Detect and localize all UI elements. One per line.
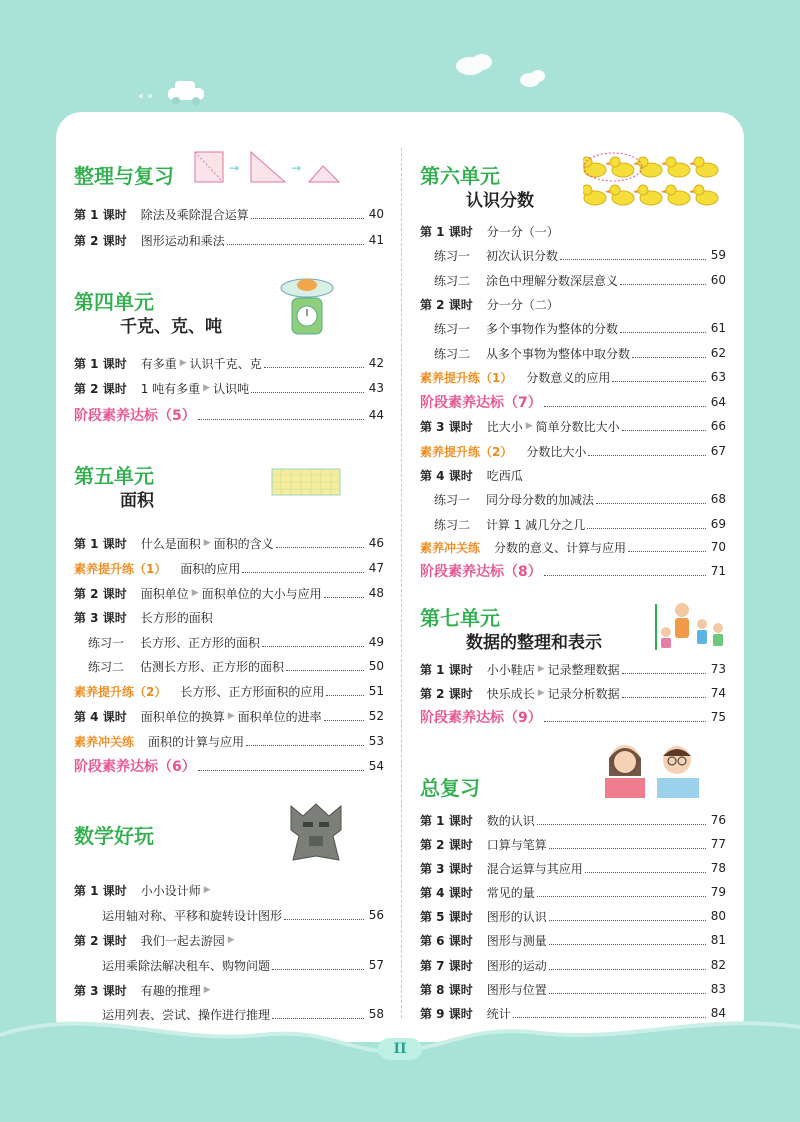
entry-label: 练习二	[434, 273, 471, 288]
ducks-icon	[583, 150, 731, 210]
triangle-arrow-icon: ▶	[525, 421, 533, 431]
entry-label: 练习一	[434, 321, 471, 336]
page-ref: 84	[710, 1006, 726, 1020]
triangle-arrow-icon: ▶	[227, 935, 235, 945]
page-ref: 75	[710, 710, 726, 724]
entry-text: 比大小	[486, 419, 523, 434]
entry-text: 有趣的推理	[140, 983, 201, 998]
svg-text:→: →	[291, 161, 302, 175]
unit-subtitle: 千克、克、吨	[120, 317, 222, 337]
triangle-arrow-icon: ▶	[179, 358, 187, 368]
toc-entry[interactable]	[420, 659, 726, 679]
entry-label: 第 1 课时	[74, 356, 127, 371]
leader-dots	[585, 872, 706, 873]
leader-dots	[198, 419, 364, 420]
page-ref: 48	[368, 586, 384, 600]
toc-entry[interactable]	[434, 343, 726, 363]
toc-entry[interactable]	[420, 441, 726, 461]
page-ref: 47	[368, 561, 384, 575]
page-ref: 68	[710, 492, 726, 506]
clouds-and-car	[0, 0, 800, 112]
toc-entry[interactable]	[102, 1004, 384, 1024]
entry-label: 第 3 课时	[420, 861, 473, 876]
scale-icon	[278, 276, 336, 338]
entry-label: 第 2 课时	[74, 933, 127, 948]
page-ref: 73	[710, 662, 726, 676]
entry-subtext: 认识吨	[213, 381, 250, 396]
toc-entry[interactable]	[420, 707, 726, 727]
leader-dots	[632, 357, 706, 358]
triangle-arrow-icon: ▶	[203, 985, 211, 995]
page-ref: 80	[710, 909, 726, 923]
page-ref: 66	[710, 419, 726, 433]
triangle-fold-illustration	[193, 150, 343, 186]
toc-entry[interactable]	[434, 514, 726, 534]
unit-title: 第五单元	[74, 464, 154, 488]
entry-text: 1 吨有多重	[140, 381, 201, 396]
leader-dots	[544, 406, 706, 407]
triangle-arrow-icon: ▶	[203, 885, 211, 895]
entry-label: 素养提升练（2）	[420, 444, 513, 459]
toc-entry[interactable]	[434, 489, 726, 509]
page-ref: 67	[710, 444, 726, 458]
entry-subtext: 面积的含义	[213, 536, 274, 551]
toc-entry[interactable]	[74, 980, 384, 1000]
entry-text: 混合运算与其应用	[486, 861, 583, 876]
toc-entry[interactable]	[102, 955, 384, 975]
entry-label: 第 8 课时	[420, 982, 473, 997]
entry-text: 计算 1 减几分之几	[486, 517, 586, 532]
entry-label: 第 1 课时	[74, 536, 127, 551]
entry-label: 第 5 课时	[420, 909, 473, 924]
entry-label: 第 1 课时	[420, 813, 473, 828]
entry-label: 第 2 课时	[74, 233, 127, 248]
page-ref: 46	[368, 536, 384, 550]
page-ref: 41	[368, 233, 384, 247]
leader-dots	[264, 367, 364, 368]
entry-label: 练习一	[434, 492, 471, 507]
entry-text: 估测长方形、正方形的面积	[140, 659, 285, 674]
toc-entry[interactable]	[434, 318, 726, 338]
entry-label: 阶段素养达标（5）	[74, 408, 196, 424]
toc-entry[interactable]	[74, 607, 384, 627]
entry-label: 阶段素养达标（7）	[420, 395, 542, 411]
entry-text: 运用乘除法解决租车、购物问题	[102, 958, 271, 973]
leader-dots	[628, 551, 706, 552]
page-ref: 54	[368, 759, 384, 773]
entry-text: 长方形、正方形的面积	[140, 635, 261, 650]
leader-dots	[242, 572, 364, 573]
leader-dots	[537, 896, 706, 897]
entry-label: 第 1 课时	[74, 207, 127, 222]
entry-label: 第 9 课时	[420, 1006, 473, 1021]
entry-label: 第 2 课时	[74, 381, 127, 396]
entry-label: 阶段素养达标（9）	[420, 710, 542, 726]
leader-dots	[537, 824, 706, 825]
entry-label: 第 4 课时	[74, 709, 127, 724]
entry-text: 小小鞋店	[486, 662, 535, 677]
entry-text: 面积的应用	[180, 561, 241, 576]
entry-text: 同分母分数的加减法	[486, 492, 595, 507]
entry-text: 图形与测量	[486, 933, 547, 948]
entry-label: 练习二	[434, 517, 471, 532]
page-ref: 76	[710, 813, 726, 827]
column-divider	[401, 148, 402, 1018]
page-ref: 40	[368, 207, 384, 221]
leader-dots	[251, 392, 364, 393]
entry-label: 第 4 课时	[420, 468, 473, 483]
page-ref: 57	[368, 958, 384, 972]
entry-label: 阶段素养达标（6）	[74, 759, 196, 775]
toc-entry[interactable]	[74, 930, 384, 950]
page-ref: 59	[710, 248, 726, 262]
entry-subtext: 记录整理数据	[547, 662, 620, 677]
entry-subtext: 面积单位的进率	[237, 709, 322, 724]
leader-dots	[284, 919, 364, 920]
page-ref: 77	[710, 837, 726, 851]
toc-entry[interactable]	[74, 731, 384, 751]
entry-label: 第 2 课时	[420, 837, 473, 852]
toc-entry[interactable]	[420, 465, 726, 485]
toc-entry[interactable]	[74, 756, 384, 776]
entry-text: 运用列表、尝试、操作进行推理	[102, 1007, 271, 1022]
toc-entry[interactable]	[420, 1003, 726, 1023]
page-ref: 70	[710, 540, 726, 554]
entry-text: 面积单位的换算	[140, 709, 225, 724]
page-ref: 62	[710, 346, 726, 360]
children-measuring-icon	[650, 600, 730, 652]
leader-dots	[262, 646, 364, 647]
leader-dots	[286, 670, 364, 671]
entry-text: 图形运动和乘法	[140, 233, 225, 248]
toc-entry[interactable]	[74, 378, 384, 398]
toc-entry[interactable]	[102, 905, 384, 925]
page-ref: 61	[710, 321, 726, 335]
unit-title: 总复习	[420, 776, 480, 800]
page-ref: 64	[710, 395, 726, 409]
leader-dots	[272, 1018, 364, 1019]
page-ref: 50	[368, 659, 384, 673]
entry-text: 多个事物作为整体的分数	[486, 321, 619, 336]
triangle-arrow-icon: ▶	[203, 383, 211, 393]
entry-subtext: 记录分析数据	[547, 686, 620, 701]
entry-text: 面积单位	[140, 586, 189, 601]
leader-dots	[560, 259, 706, 260]
toc-entry[interactable]	[74, 583, 384, 603]
toc-entry[interactable]	[74, 405, 384, 425]
leader-dots	[198, 770, 364, 771]
page-ref: 63	[710, 370, 726, 384]
entry-label: 第 2 课时	[420, 686, 473, 701]
toc-entry[interactable]	[74, 880, 384, 900]
toc-entry[interactable]	[420, 416, 726, 436]
toc-entry[interactable]	[420, 882, 726, 902]
entry-text: 小小设计师	[140, 883, 201, 898]
toc-entry[interactable]	[420, 810, 726, 830]
unit-subtitle: 数据的整理和表示	[466, 633, 602, 653]
entry-text: 初次认识分数	[486, 248, 559, 263]
entry-label: 第 1 课时	[74, 883, 127, 898]
unit-title: 数学好玩	[74, 824, 154, 848]
triangle-arrow-icon: ▶	[537, 688, 545, 698]
page-ref: 83	[710, 982, 726, 996]
page-ref: 44	[368, 408, 384, 422]
leader-dots	[549, 848, 706, 849]
toc-entry[interactable]	[420, 930, 726, 950]
triangle-arrow-icon: ▶	[191, 588, 199, 598]
page-ref: 42	[368, 356, 384, 370]
toc-entry[interactable]	[88, 632, 384, 652]
toc-entry[interactable]	[74, 558, 384, 578]
entry-label: 第 6 课时	[420, 933, 473, 948]
entry-text: 除法及乘除混合运算	[140, 207, 249, 222]
entry-text: 长方形、正方形面积的应用	[180, 684, 325, 699]
entry-label: 第 2 课时	[74, 586, 127, 601]
entry-label: 练习二	[88, 659, 125, 674]
entry-text: 吃西瓜	[486, 468, 523, 483]
entry-label: 素养冲关练	[420, 540, 481, 555]
leader-dots	[251, 218, 364, 219]
leader-dots	[622, 673, 706, 674]
leader-dots	[272, 969, 364, 970]
toc-entry[interactable]	[434, 245, 726, 265]
leader-dots	[549, 920, 706, 921]
page-ref: 71	[710, 564, 726, 578]
entry-label: 练习一	[88, 635, 125, 650]
leader-dots	[246, 745, 364, 746]
entry-text: 分数意义的应用	[526, 370, 611, 385]
entry-label: 第 7 课时	[420, 958, 473, 973]
entry-text: 图形与位置	[486, 982, 547, 997]
unit-subtitle: 认识分数	[466, 191, 534, 211]
toc-entry[interactable]	[420, 392, 726, 412]
entry-label: 第 3 课时	[420, 419, 473, 434]
page-ref: 52	[368, 709, 384, 723]
leader-dots	[549, 944, 706, 945]
leader-dots	[324, 597, 364, 598]
entry-text: 从多个事物为整体中取分数	[486, 346, 631, 361]
entry-text: 常见的量	[486, 885, 535, 900]
page-ref: 43	[368, 381, 384, 395]
entry-label: 第 3 课时	[74, 610, 127, 625]
leader-dots	[276, 547, 364, 548]
entry-label: 素养冲关练	[74, 734, 135, 749]
entry-text: 分一分（一）	[486, 224, 559, 239]
toc-entry[interactable]	[74, 706, 384, 726]
entry-label: 第 3 课时	[74, 983, 127, 998]
toc-entry[interactable]	[420, 561, 726, 581]
page-ref: 82	[710, 958, 726, 972]
toc-entry[interactable]	[420, 834, 726, 854]
entry-text: 我们一起去游园	[140, 933, 225, 948]
toc-entry[interactable]	[420, 683, 726, 703]
entry-label: 第 1 课时	[420, 224, 473, 239]
toc-entry[interactable]	[420, 906, 726, 926]
page-ref: 58	[368, 1007, 384, 1021]
page-ref: 53	[368, 734, 384, 748]
toc-entry[interactable]	[434, 270, 726, 290]
triangle-arrow-icon: ▶	[203, 538, 211, 548]
toc-entry[interactable]	[74, 353, 384, 373]
leader-dots	[544, 721, 706, 722]
entry-text: 口算与笔算	[486, 837, 547, 852]
triangle-arrow-icon: ▶	[537, 664, 545, 674]
leader-dots	[513, 1017, 706, 1018]
page-ref: 51	[368, 684, 384, 698]
leader-dots	[612, 381, 706, 382]
leader-dots	[549, 993, 706, 994]
leader-dots	[622, 697, 706, 698]
page-number: II	[378, 1038, 422, 1060]
svg-text:« «: « «	[138, 91, 154, 102]
leader-dots	[587, 528, 706, 529]
bronze-mask-icon	[283, 800, 349, 866]
unit-title: 整理与复习	[74, 164, 174, 188]
leader-dots	[549, 969, 706, 970]
unit-subtitle: 面积	[120, 491, 154, 511]
entry-text: 快乐成长	[486, 686, 535, 701]
entry-text: 什么是面积	[140, 536, 201, 551]
toc-entry[interactable]	[88, 656, 384, 676]
page-ref: 74	[710, 686, 726, 700]
entry-label: 第 2 课时	[420, 297, 473, 312]
unit-title: 第六单元	[420, 164, 500, 188]
leader-dots	[622, 430, 706, 431]
entry-label: 素养提升练（2）	[74, 684, 167, 699]
leader-dots	[324, 720, 364, 721]
entry-text: 分数的意义、计算与应用	[494, 540, 627, 555]
entry-label: 素养提升练（1）	[74, 561, 167, 576]
leader-dots	[544, 575, 706, 576]
entry-text: 长方形的面积	[140, 610, 213, 625]
entry-subtext: 认识千克、克	[189, 356, 262, 371]
leader-dots	[588, 455, 706, 456]
entry-label: 阶段素养达标（8）	[420, 564, 542, 580]
toc-entry[interactable]	[420, 221, 726, 241]
entry-text: 涂色中理解分数深层意义	[486, 273, 619, 288]
entry-label: 练习二	[434, 346, 471, 361]
toc-entry[interactable]	[74, 681, 384, 701]
toc-entry[interactable]	[420, 955, 726, 975]
leader-dots	[227, 244, 364, 245]
page-ref: 60	[710, 273, 726, 287]
page-ref: 78	[710, 861, 726, 875]
toc-entry[interactable]	[420, 979, 726, 999]
toc-entry[interactable]	[420, 537, 726, 557]
leader-dots	[620, 284, 706, 285]
page-ref: 79	[710, 885, 726, 899]
svg-text:→: →	[229, 161, 240, 175]
entry-text: 分一分（二）	[486, 297, 559, 312]
entry-text: 图形的认识	[486, 909, 547, 924]
entry-label: 素养提升练（1）	[420, 370, 513, 385]
unit-title: 第四单元	[74, 290, 154, 314]
toc-entry[interactable]	[74, 533, 384, 553]
page-ref: 81	[710, 933, 726, 947]
entry-text: 运用轴对称、平移和旋转设计图形	[102, 908, 283, 923]
page-ref: 49	[368, 635, 384, 649]
grid-rectangle-icon	[271, 468, 341, 496]
toc-entry[interactable]	[420, 294, 726, 314]
page-ref: 56	[368, 908, 384, 922]
entry-text: 图形的运动	[486, 958, 547, 973]
page-ref: 69	[710, 517, 726, 531]
triangle-arrow-icon: ▶	[227, 711, 235, 721]
entry-subtext: 面积单位的大小与应用	[201, 586, 322, 601]
entry-text: 有多重	[140, 356, 177, 371]
toc-entry[interactable]	[420, 367, 726, 387]
entry-subtext: 简单分数比大小	[535, 419, 620, 434]
toc-entry[interactable]	[74, 230, 384, 250]
kids-reading-icon	[593, 740, 713, 800]
entry-text: 统计	[486, 1006, 511, 1021]
entry-text: 分数比大小	[526, 444, 587, 459]
unit-title: 第七单元	[420, 606, 500, 630]
entry-label: 第 1 课时	[420, 662, 473, 677]
entry-label: 第 4 课时	[420, 885, 473, 900]
entry-label: 练习一	[434, 248, 471, 263]
leader-dots	[326, 695, 364, 696]
toc-entry[interactable]	[74, 204, 384, 224]
entry-text: 面积的计算与应用	[148, 734, 245, 749]
toc-entry[interactable]	[420, 858, 726, 878]
entry-text: 数的认识	[486, 813, 535, 828]
leader-dots	[620, 332, 706, 333]
leader-dots	[596, 503, 706, 504]
